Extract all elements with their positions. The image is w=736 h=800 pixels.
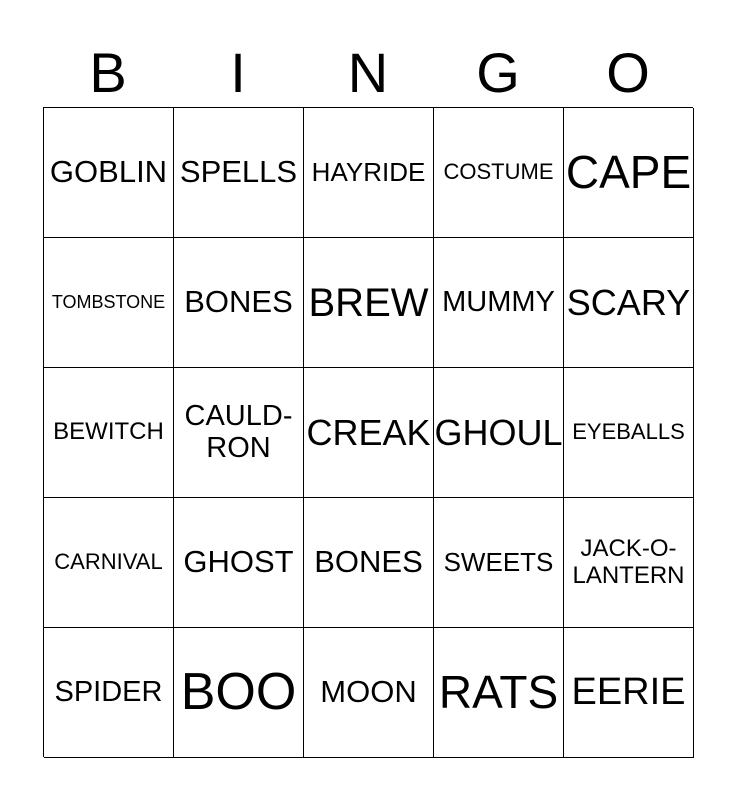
cell-word: BOO bbox=[180, 662, 297, 721]
bingo-cell-r3c4[interactable] bbox=[434, 368, 564, 498]
bingo-cell-r5c2[interactable] bbox=[174, 628, 304, 758]
cell-word: CARNIVAL bbox=[54, 549, 163, 575]
bingo-cell-r3c5[interactable] bbox=[564, 368, 694, 498]
bingo-cell-r1c1[interactable] bbox=[44, 108, 174, 238]
bingo-cell-r1c2[interactable] bbox=[174, 108, 304, 238]
cell-word: EYEBALLS bbox=[572, 419, 685, 445]
header-letter-b: B bbox=[89, 41, 127, 104]
bingo-cell-r2c2[interactable] bbox=[174, 238, 304, 368]
bingo-cell-r5c3[interactable] bbox=[304, 628, 434, 758]
cell-word: HAYRIDE bbox=[311, 157, 426, 188]
bingo-cell-r2c4[interactable] bbox=[434, 238, 564, 368]
bingo-cell-r1c3[interactable] bbox=[304, 108, 434, 238]
bingo-cell-r5c5[interactable] bbox=[564, 628, 694, 758]
bingo-cell-r2c3[interactable] bbox=[304, 238, 434, 368]
bingo-cell-r2c5[interactable] bbox=[564, 238, 694, 368]
cell-word: BEWITCH bbox=[53, 418, 164, 446]
bingo-cell-r4c3[interactable] bbox=[304, 498, 434, 628]
header-letter-g: G bbox=[476, 41, 520, 104]
bingo-cell-r4c4[interactable] bbox=[434, 498, 564, 628]
cell-word: GHOUL bbox=[434, 411, 563, 453]
cell-word: BREW bbox=[308, 280, 429, 325]
cell-word: EERIE bbox=[571, 670, 686, 713]
cell-word: SPIDER bbox=[54, 675, 163, 708]
cell-word: JACK-O- LANTERN bbox=[572, 535, 685, 589]
cell-word: SWEETS bbox=[443, 547, 554, 578]
bingo-card-grid bbox=[43, 107, 693, 757]
bingo-cell-r1c4[interactable] bbox=[434, 108, 564, 238]
bingo-cell-r5c4[interactable] bbox=[434, 628, 564, 758]
bingo-cell-r5c1[interactable] bbox=[44, 628, 174, 758]
cell-word: MUMMY bbox=[442, 285, 555, 318]
bingo-cell-r4c1[interactable] bbox=[44, 498, 174, 628]
cell-word: BONES bbox=[314, 544, 423, 580]
cell-word: CAPE bbox=[565, 146, 692, 199]
header-letter-i: I bbox=[230, 41, 246, 104]
bingo-header bbox=[43, 40, 693, 106]
bingo-cell-r3c1[interactable] bbox=[44, 368, 174, 498]
cell-word: BONES bbox=[184, 284, 293, 320]
bingo-cell-r1c5[interactable] bbox=[564, 108, 694, 238]
bingo-cell-r4c5[interactable] bbox=[564, 498, 694, 628]
header-letter-o: O bbox=[606, 41, 650, 104]
cell-word: COSTUME bbox=[443, 159, 554, 185]
bingo-cell-r3c2[interactable] bbox=[174, 368, 304, 498]
cell-word: SCARY bbox=[566, 281, 691, 323]
header-letter-n: N bbox=[347, 41, 389, 104]
bingo-cell-r2c1[interactable] bbox=[44, 238, 174, 368]
cell-word: GHOST bbox=[183, 544, 294, 580]
cell-word: CREAK bbox=[306, 411, 431, 453]
cell-word: GOBLIN bbox=[49, 154, 168, 190]
cell-word: RATS bbox=[438, 666, 559, 719]
bingo-cell-r3c3[interactable] bbox=[304, 368, 434, 498]
cell-word: SPELLS bbox=[179, 154, 298, 190]
cell-word: TOMBSTONE bbox=[51, 291, 166, 312]
bingo-cell-r4c2[interactable] bbox=[174, 498, 304, 628]
cell-word: MOON bbox=[320, 674, 417, 710]
cell-word: CAULD- RON bbox=[184, 399, 293, 464]
